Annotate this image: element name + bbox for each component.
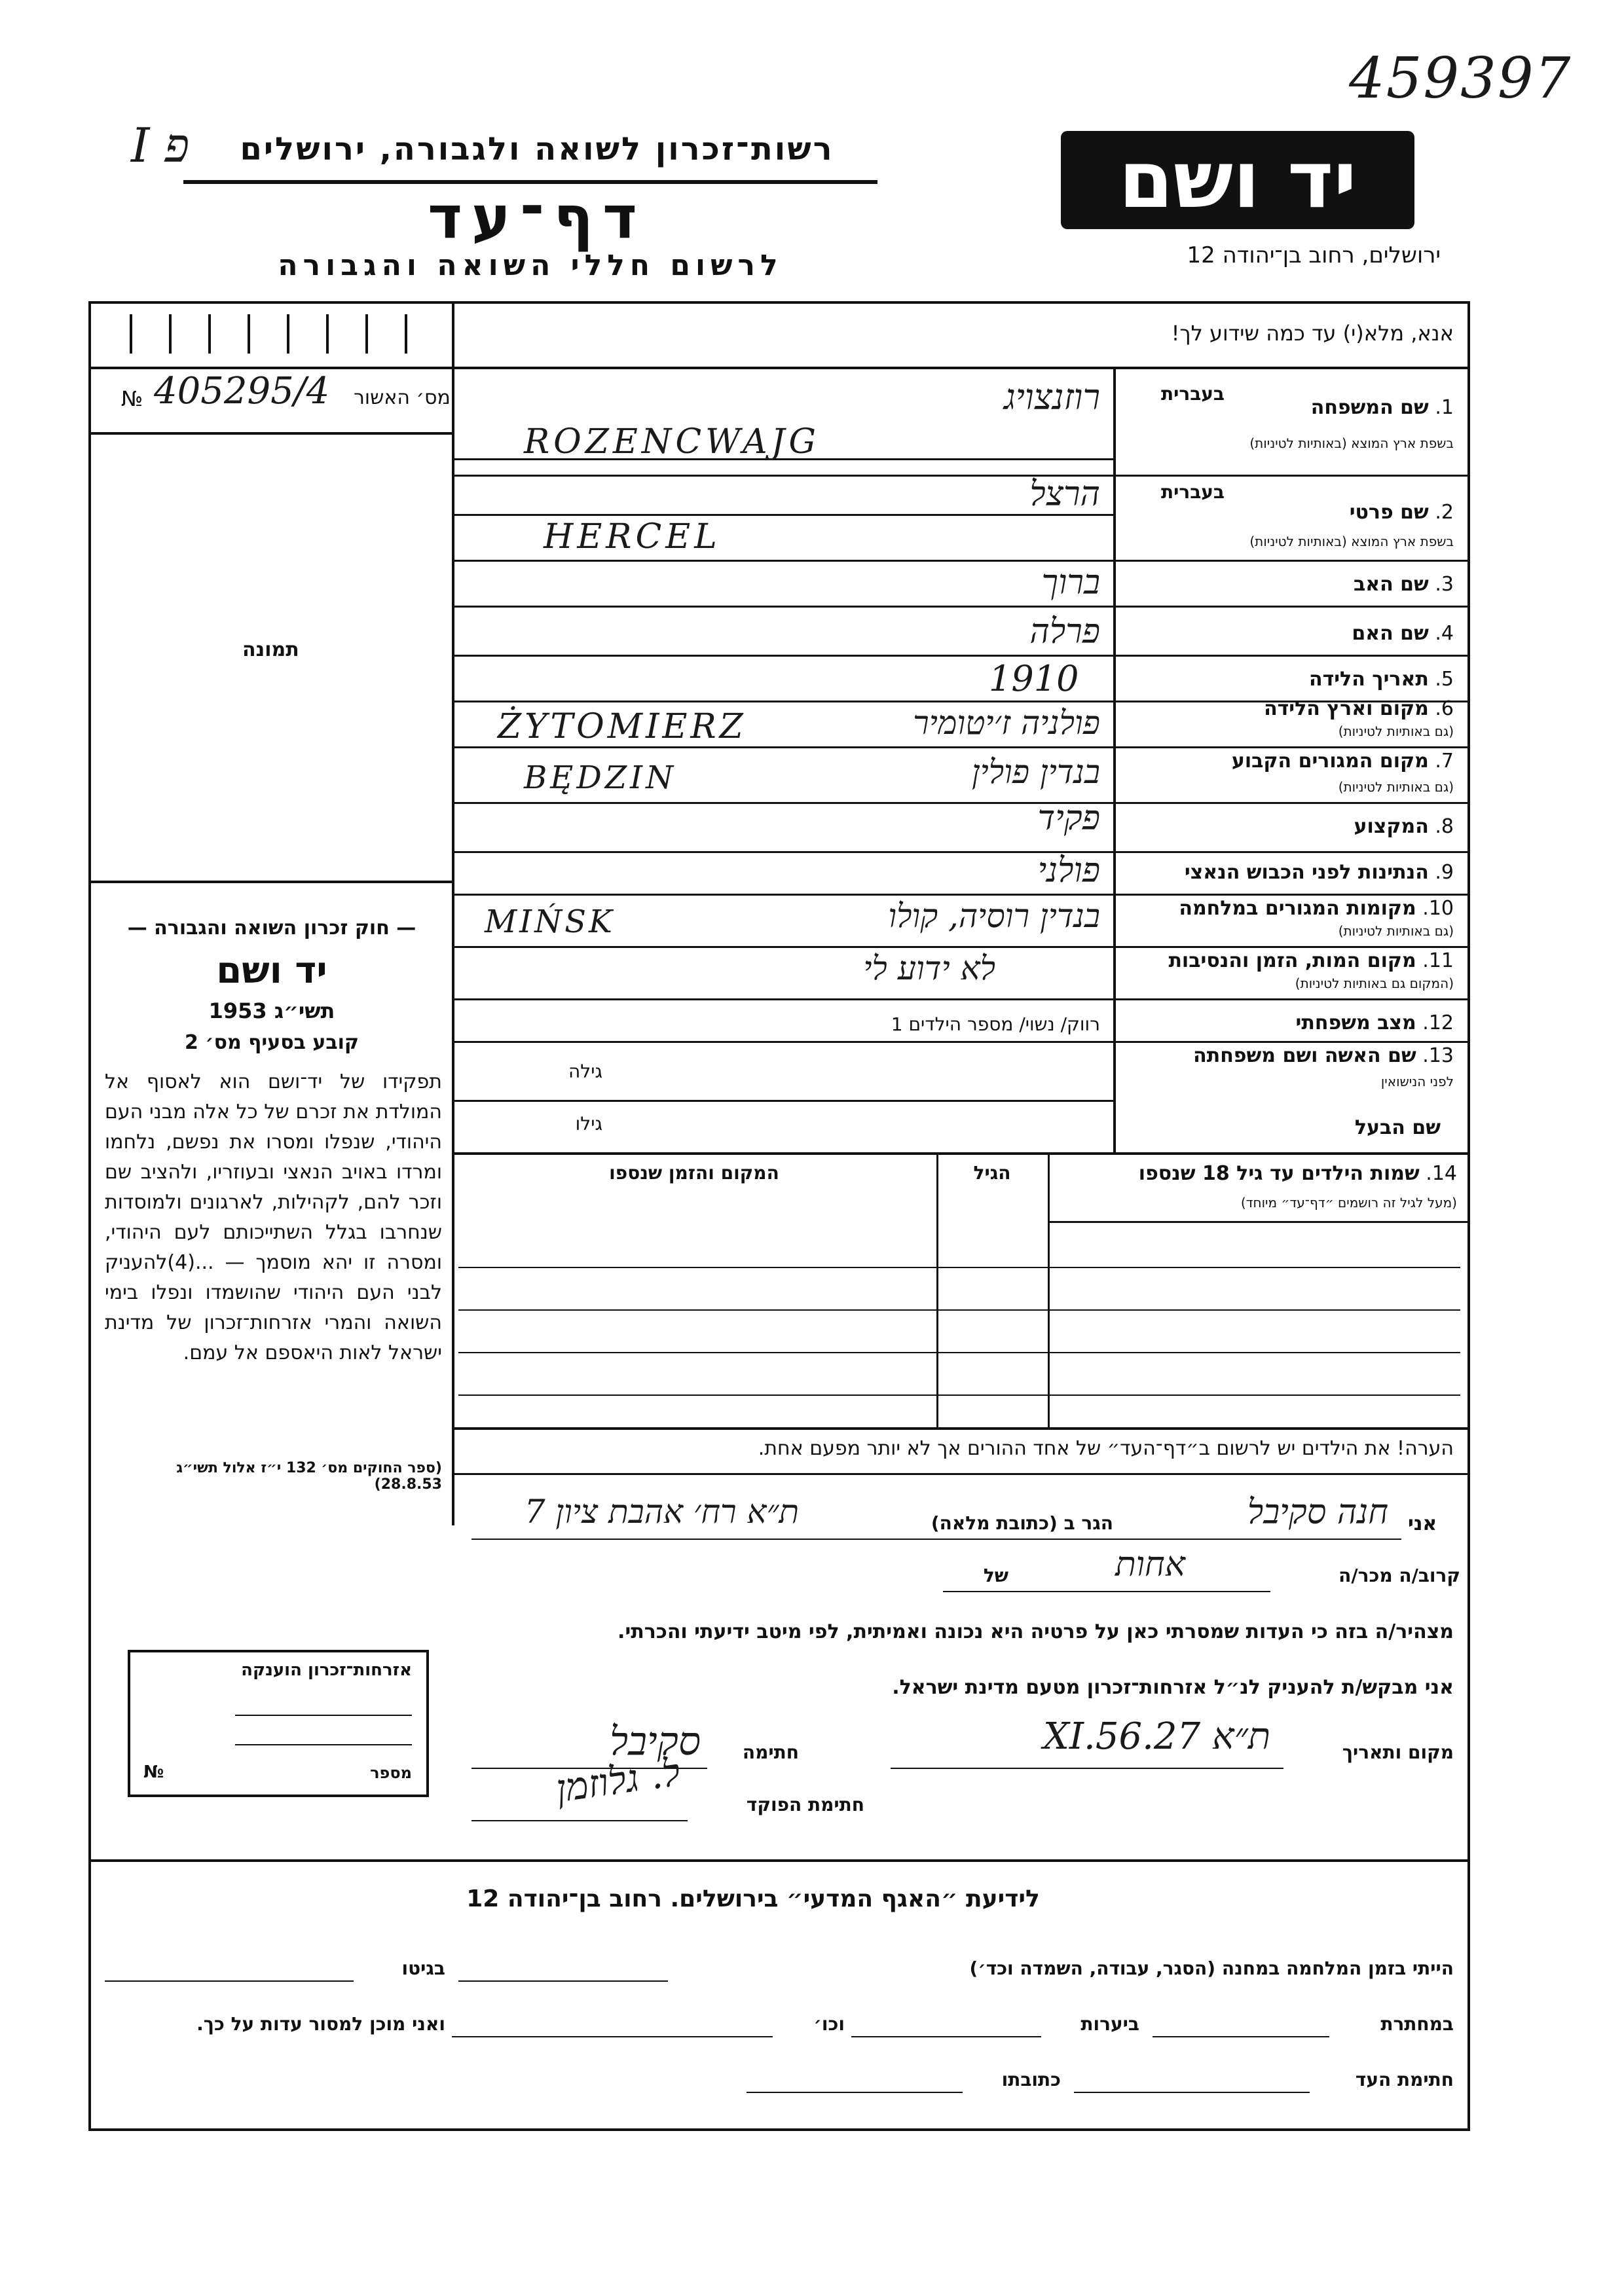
field-11-value: לא ידוע לי xyxy=(863,949,995,987)
field-num: 10. xyxy=(1422,897,1454,920)
note: הערה! את הילדים יש לרשום ב״דף־העד״ של אחד ההורים אך לא יותר מפעם אחת. xyxy=(758,1437,1454,1460)
law-name: יד ושם xyxy=(216,949,327,992)
footer-line2-blank-2 xyxy=(851,2036,1041,2037)
child-row-2 xyxy=(458,1309,1460,1311)
footer-line2-blank-1 xyxy=(1153,2036,1329,2037)
field-10-sub: (גם באותיות לטיניות) xyxy=(1338,923,1454,939)
field-1-sub: בשפת ארץ המוצא (באותיות לטיניות) xyxy=(1249,435,1454,451)
footer-line2-blank-3 xyxy=(452,2036,773,2037)
top-left-mark: I פ xyxy=(131,118,190,173)
law-year: תשי״ג 1953 xyxy=(208,998,335,1023)
field-num: 3. xyxy=(1435,573,1454,596)
law-section: קובע בסעיף מס׳ 2 xyxy=(184,1031,360,1054)
field-num: 6. xyxy=(1435,697,1454,720)
field-1-heb-value: רוזנצויג xyxy=(1003,376,1100,418)
field-label-text: תאריך הלידה xyxy=(1308,668,1429,691)
field-num: 7. xyxy=(1435,750,1454,773)
footer-line1-blank-2 xyxy=(105,1980,354,1982)
field-num: 11. xyxy=(1422,949,1454,972)
witness-addr-label: הגר ב (כתובת מלאה) xyxy=(931,1512,1113,1534)
field-5-value: 1910 xyxy=(989,658,1079,699)
reg-no-value: 405295/4 xyxy=(154,370,330,412)
child-row-1 xyxy=(458,1267,1460,1268)
field-9-value: פולני xyxy=(1037,851,1100,890)
field-4-value: פרלה xyxy=(1029,612,1100,651)
row-rule-2b xyxy=(452,560,1470,562)
field-num: 9. xyxy=(1435,861,1454,884)
husband-age-label: גילו xyxy=(575,1113,602,1135)
witness-decl-1: מצהיר/ה בזה כי העדות שמסרתי כאן על פרטיה היא נכונה ואמיתית, לפי מיטב ידיעתי והכרתי. xyxy=(618,1620,1454,1643)
org-title: רשות־זכרון לשואה ולגבורה, ירושלים xyxy=(240,131,834,168)
witness-relation-suffix: של xyxy=(983,1565,1008,1586)
field-label-text: המקצוע xyxy=(1354,815,1429,838)
field-num: 2. xyxy=(1435,501,1454,524)
footer-line2c: וכו׳ xyxy=(813,2013,845,2035)
field-6-sub: (גם באותיות לטיניות) xyxy=(1338,723,1454,739)
footer-line3-blank-1 xyxy=(1074,2092,1310,2093)
footer-divider xyxy=(88,1859,1470,1862)
field-10-label xyxy=(1120,897,1454,920)
husband-label: שם הבעל xyxy=(1354,1116,1441,1139)
field-4-label xyxy=(1120,622,1454,645)
children-col-place: המקום והזמן שנספו xyxy=(609,1162,779,1184)
field-9-label xyxy=(1120,861,1454,884)
field-label-text: מקום המות, הזמן והנסיבות xyxy=(1168,949,1416,972)
footer-line3a: חתימת העד xyxy=(1355,2069,1454,2090)
form-title: דף־עד xyxy=(428,183,646,252)
field-label-text: מקום המגורים הקבוע xyxy=(1231,750,1429,773)
law-footnote: (ספר החוקים מס׳ 132 י״ז אלול תשי״ג 28.8.53) xyxy=(176,1460,442,1493)
reg-label: מס׳ האשור xyxy=(354,386,451,409)
field-num: 5. xyxy=(1435,668,1454,691)
cert-line-1 xyxy=(235,1715,412,1716)
field-num: 1. xyxy=(1435,396,1454,419)
note-rule xyxy=(452,1473,1470,1475)
field-13-sub: לפני הנישואין xyxy=(1380,1074,1454,1089)
field-6-latin: ŻYTOMIERZ xyxy=(498,707,747,746)
date-value: ת״א 27.XI.56 xyxy=(1043,1715,1270,1758)
child-row-3 xyxy=(458,1352,1460,1353)
field-label-text: שם האם xyxy=(1352,622,1429,645)
footer-line1b: בגיטו xyxy=(401,1958,445,1979)
date-label: מקום ותאריך xyxy=(1342,1741,1454,1763)
witness-decl-2: אני מבקש/ת להעניק לנ״ל אזרחות־זכרון מטעם מדינת ישראל. xyxy=(892,1676,1454,1699)
children-sub: (מעל לגיל זה רושמים ״דף־עד״ מיוחד) xyxy=(1240,1195,1457,1211)
label-column-border xyxy=(1113,367,1116,1152)
field-1-latin-value: ROZENCWAJG xyxy=(524,422,820,462)
footer-line2d: ואני מוכן למסור עדות על כך. xyxy=(196,2013,445,2035)
field-2-heb-tag: בעברית xyxy=(1160,481,1225,503)
yad-vashem-logo xyxy=(1061,131,1414,229)
clerk-line xyxy=(471,1820,688,1821)
witness-name: חנה סקיבל xyxy=(1247,1493,1388,1532)
field-7-label xyxy=(1120,750,1454,773)
row-rule-2 xyxy=(452,514,1113,516)
sig-value: סקיבל xyxy=(610,1719,701,1764)
field-num: 8. xyxy=(1435,815,1454,838)
field-label-text: שם המשפחה xyxy=(1310,396,1429,419)
field-5-label xyxy=(1120,668,1454,691)
cert-title: אזרחות־זכרון הוענקה xyxy=(241,1660,412,1680)
instruction: אנא, מלא(י) עד כמה שידוע לך! xyxy=(1171,321,1454,346)
witness-relation: אחות xyxy=(1115,1545,1185,1584)
footer-title: לידיעת ״האגף המדעי״ בירושלים. רחוב בן־יהודה 12 xyxy=(466,1886,1040,1912)
reg-top-rule xyxy=(88,367,452,369)
children-col-age: הגיל xyxy=(973,1162,1011,1184)
children-bottom-rule xyxy=(452,1427,1470,1430)
footer-line2b: ביערות xyxy=(1080,2013,1139,2035)
field-label-text: שם פרטי xyxy=(1349,501,1429,524)
footer-line3b: כתובתו xyxy=(1001,2069,1061,2090)
children-label-text: שמות הילדים עד גיל 18 שנספו xyxy=(1138,1162,1420,1185)
clerk-signature: ל. גלוזמן xyxy=(553,1749,683,1812)
cert-no: № xyxy=(143,1762,164,1782)
field-13-label xyxy=(1120,1044,1454,1067)
field-3-value: ברוך xyxy=(1041,563,1100,602)
field-num: 13. xyxy=(1422,1044,1454,1067)
cert-box xyxy=(128,1650,429,1797)
field-2-label xyxy=(1120,501,1454,524)
row-rule-3 xyxy=(452,606,1470,608)
field-10-value: בנדין רוסיה, קולו xyxy=(888,897,1100,935)
children-col-2 xyxy=(1048,1152,1050,1427)
field-13-age-label: גילה xyxy=(568,1061,602,1082)
field-label-text: שם האשה ושם משפחתה xyxy=(1193,1044,1416,1067)
field-7-sub: (גם באותיות לטיניות) xyxy=(1338,779,1454,795)
field-10-latin: MIŃSK xyxy=(485,903,615,940)
field-7-value: בנדין פולין xyxy=(971,753,1100,791)
witness-name-line xyxy=(471,1539,1401,1540)
field-2-latin-value: HERCEL xyxy=(544,517,721,556)
sig-label: חתימה xyxy=(742,1741,799,1763)
field-8-value: פקיד xyxy=(1037,799,1100,838)
law-text: תפקידו של יד־ושם הוא לאסוף אל המולדת את זכרם של כל אלה מבני העם היהודי, שנפלו ומסרו את נפשם, נלחמו ומרדו באויב הנאצי ובעוזריו, ולהציב שם וזכר להם, לקהילות, לארגונים ולמוסדות שנחרבו בגלל השתייכותם לעם היהודי, ומסרה זו יהא מוסמך — ...(4)להעניק לבני העם היהודי שהושמדו ונפלו בימי השואה והמרי אזרחות־זכרון של מדינת ישראל לאות היאספם אל עמם. xyxy=(105,1070,442,1364)
field-6-value: פולניה ז׳יטומיר xyxy=(913,704,1100,742)
field-num: 4. xyxy=(1435,622,1454,645)
field-8-label xyxy=(1120,815,1454,838)
field-12-value: רווק/ נשוי/ מספר הילדים 1 xyxy=(891,1013,1100,1035)
children-label xyxy=(1054,1162,1457,1185)
field-label-text: מקומות המגורים במלחמה xyxy=(1179,897,1416,920)
left-column-border xyxy=(452,301,454,1525)
footer-line1-blank xyxy=(458,1980,668,1982)
witness-ani: אני xyxy=(1408,1512,1437,1535)
witness-relation-line xyxy=(943,1591,1270,1592)
clerk-label: חתימת הפוקד xyxy=(746,1794,864,1815)
field-3-label xyxy=(1120,573,1454,596)
children-header-rule xyxy=(1048,1221,1470,1223)
cert-line-2 xyxy=(235,1744,412,1745)
field-label-text: מקום וארץ הלידה xyxy=(1264,697,1429,720)
date-line xyxy=(891,1768,1283,1769)
witness-relation-label: קרוב/ה מכר/ה xyxy=(1338,1565,1460,1586)
corner-number: 459397 xyxy=(1349,46,1572,111)
field-label-text: מצב משפחתי xyxy=(1295,1011,1416,1034)
row-rule-12 xyxy=(452,1041,1470,1043)
field-2-heb-value: הרצל xyxy=(1029,475,1100,514)
law-title: — חוק זכרון השואה והגבורה — xyxy=(127,917,416,939)
reg-no-prefix: № xyxy=(121,386,143,411)
field-1-heb-tag: בעברית xyxy=(1160,383,1225,405)
footer-line2a: במחתרת xyxy=(1380,2013,1454,2035)
footer-line3-blank-2 xyxy=(747,2092,963,2093)
field-7-latin: BĘDZIN xyxy=(524,759,677,796)
photo-bottom-rule xyxy=(88,881,452,883)
reg-bottom-rule xyxy=(88,432,452,435)
field-11-label xyxy=(1120,949,1454,972)
logo-text: יד ושם xyxy=(1118,134,1357,226)
children-col-1 xyxy=(936,1152,938,1427)
footer-line1a: הייתי בזמן המלחמה במחנה (הסגר, עבודה, השמדה וכד׳) xyxy=(969,1958,1454,1979)
field-label-text: שם האב xyxy=(1353,573,1429,596)
field-label-text: הנתינות לפני הכבוש הנאצי xyxy=(1184,861,1429,884)
row-rule-14 xyxy=(452,1152,1470,1155)
instruction-rule xyxy=(452,367,1470,369)
child-row-4 xyxy=(458,1394,1460,1396)
address: ירושלים, רחוב בן־יהודה 12 xyxy=(1187,242,1441,268)
form-subtitle: לרשום חללי השואה והגבורה xyxy=(278,249,783,282)
row-rule-11 xyxy=(452,998,1470,1000)
ticks-svg xyxy=(98,311,439,357)
row-rule-10 xyxy=(452,946,1470,948)
barcode-ticks xyxy=(98,311,439,357)
field-12-label xyxy=(1120,1011,1454,1034)
row-rule-6 xyxy=(452,746,1470,748)
cert-num-label: מספר xyxy=(370,1764,412,1782)
witness-addr: ת״א רח׳ אהבת ציון 7 xyxy=(524,1493,799,1531)
field-num: 12. xyxy=(1422,1011,1454,1034)
row-rule-13 xyxy=(452,1100,1113,1102)
row-rule-9 xyxy=(452,894,1470,896)
field-11-sub: (המקום גם באותיות לטיניות) xyxy=(1295,975,1454,991)
field-6-label xyxy=(1120,697,1454,720)
children-num: 14. xyxy=(1426,1162,1457,1185)
photo-label: תמונה xyxy=(242,638,299,661)
row-rule-4 xyxy=(452,655,1470,657)
field-2-sub: בשפת ארץ המוצא (באותיות לטיניות) xyxy=(1249,534,1454,549)
